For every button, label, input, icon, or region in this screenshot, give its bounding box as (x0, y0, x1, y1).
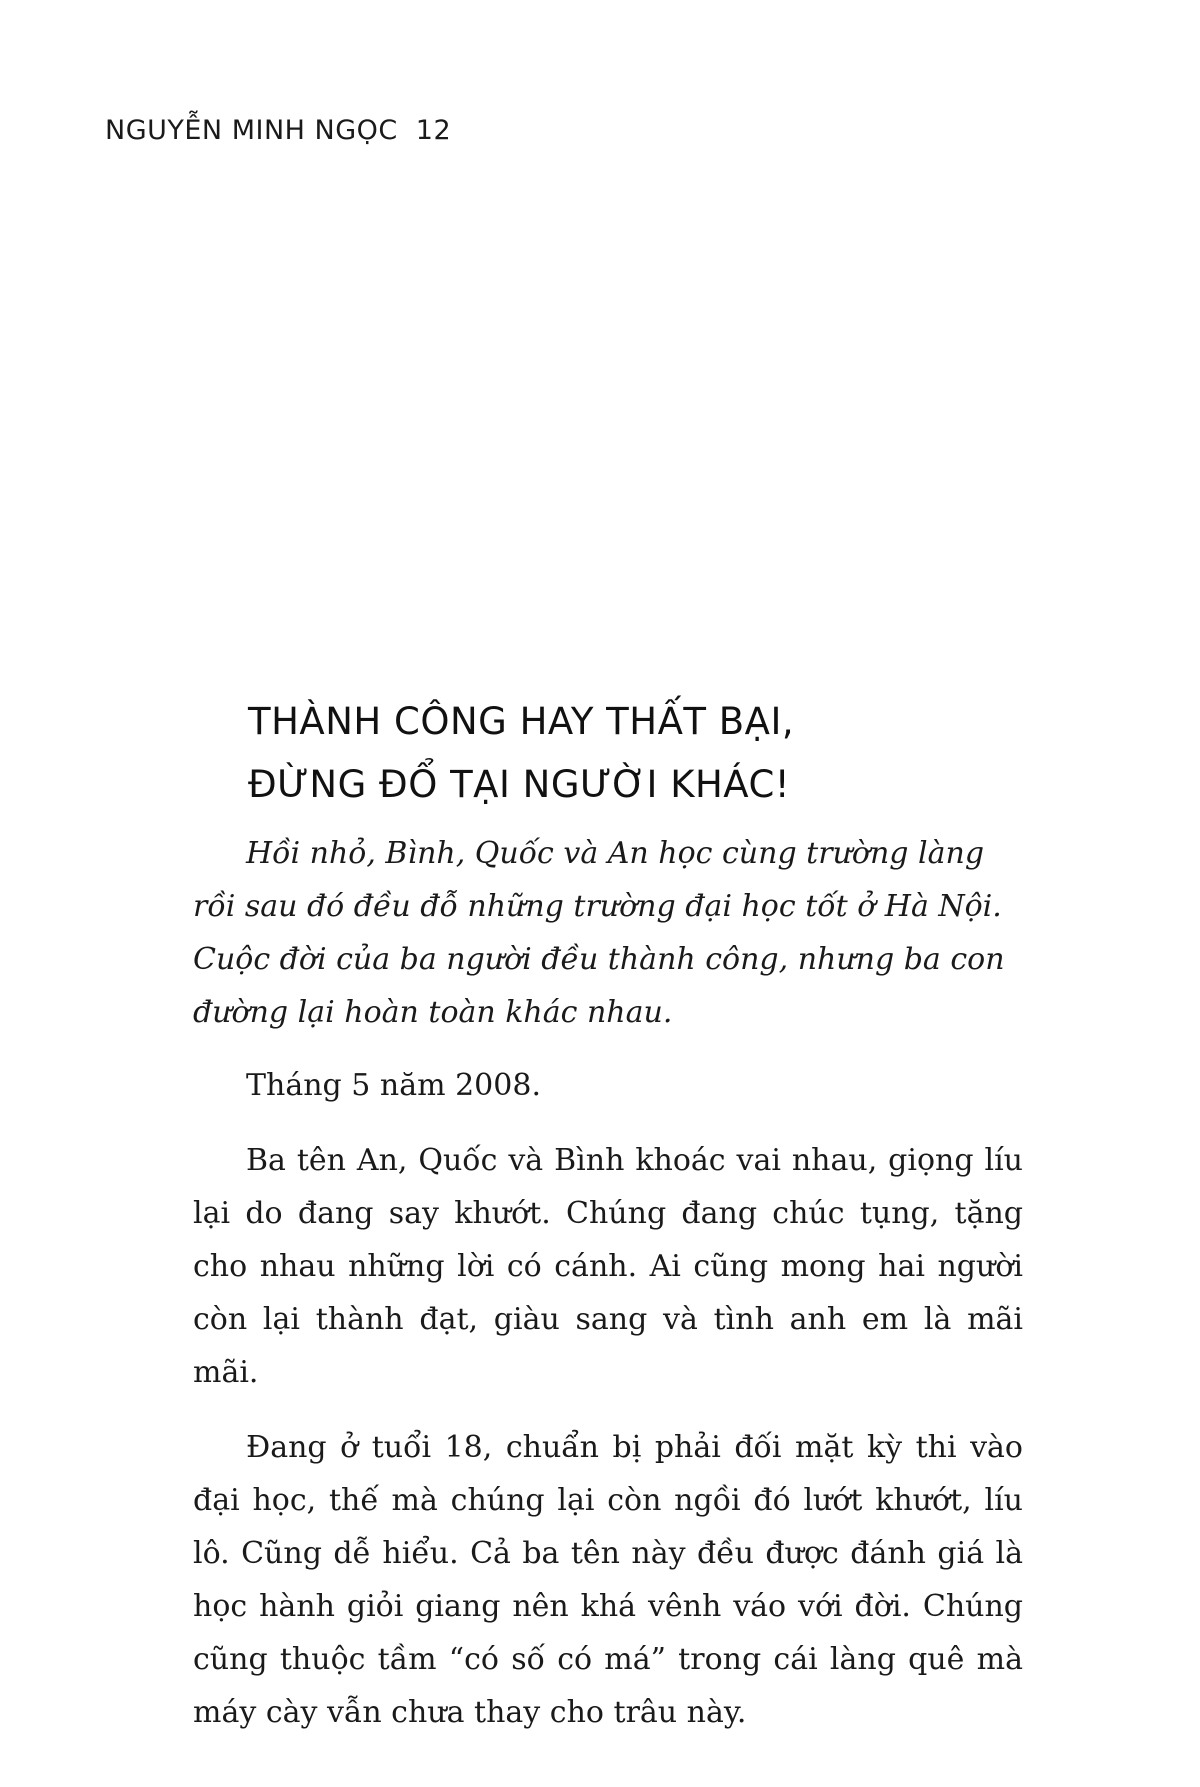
chapter-title-line-2: ĐỪNG ĐỔ TẠI NGƯỜI KHÁC! (248, 762, 791, 806)
body-paragraph: Ba tên An, Quốc và Bình khoác vai nhau, giọng líu lại do đang say khướt. Chúng đang chúc tụng, tặng cho nhau những lời có cánh. Ai cũng mong hai người còn lại thành đạt, giàu sang và tình anh em là mãi mãi. (193, 1143, 1023, 1390)
date-line: Tháng 5 năm 2008. (246, 1068, 541, 1103)
chapter-title (248, 690, 1048, 816)
page-number: 12 (415, 115, 452, 146)
chapter-title-line-1: THÀNH CÔNG HAY THẤT BẠI, (248, 699, 795, 743)
running-header (105, 115, 451, 146)
body-paragraph: Đang ở tuổi 18, chuẩn bị phải đối mặt kỳ thi vào đại học, thế mà chúng lại còn ngồi đó lướt khướt, líu lô. Cũng dễ hiểu. Cả ba tên này đều được đánh giá là học hành giỏi giang nên khá vênh váo với đời. Chúng cũng thuộc tầm “có số có má” trong cái làng quê mà máy cày vẫn chưa thay cho trâu này. (193, 1430, 1023, 1730)
intro-paragraph: Hồi nhỏ, Bình, Quốc và An học cùng trường làng rồi sau đó đều đỗ những trường đại học tốt ở Hà Nội. Cuộc đời của ba người đều thành công, nhưng ba con đường lại hoàn toàn khác nhau. (193, 836, 1005, 1030)
chapter-body (193, 827, 1023, 1739)
author-name: NGUYỄN MINH NGỌC (105, 115, 398, 146)
